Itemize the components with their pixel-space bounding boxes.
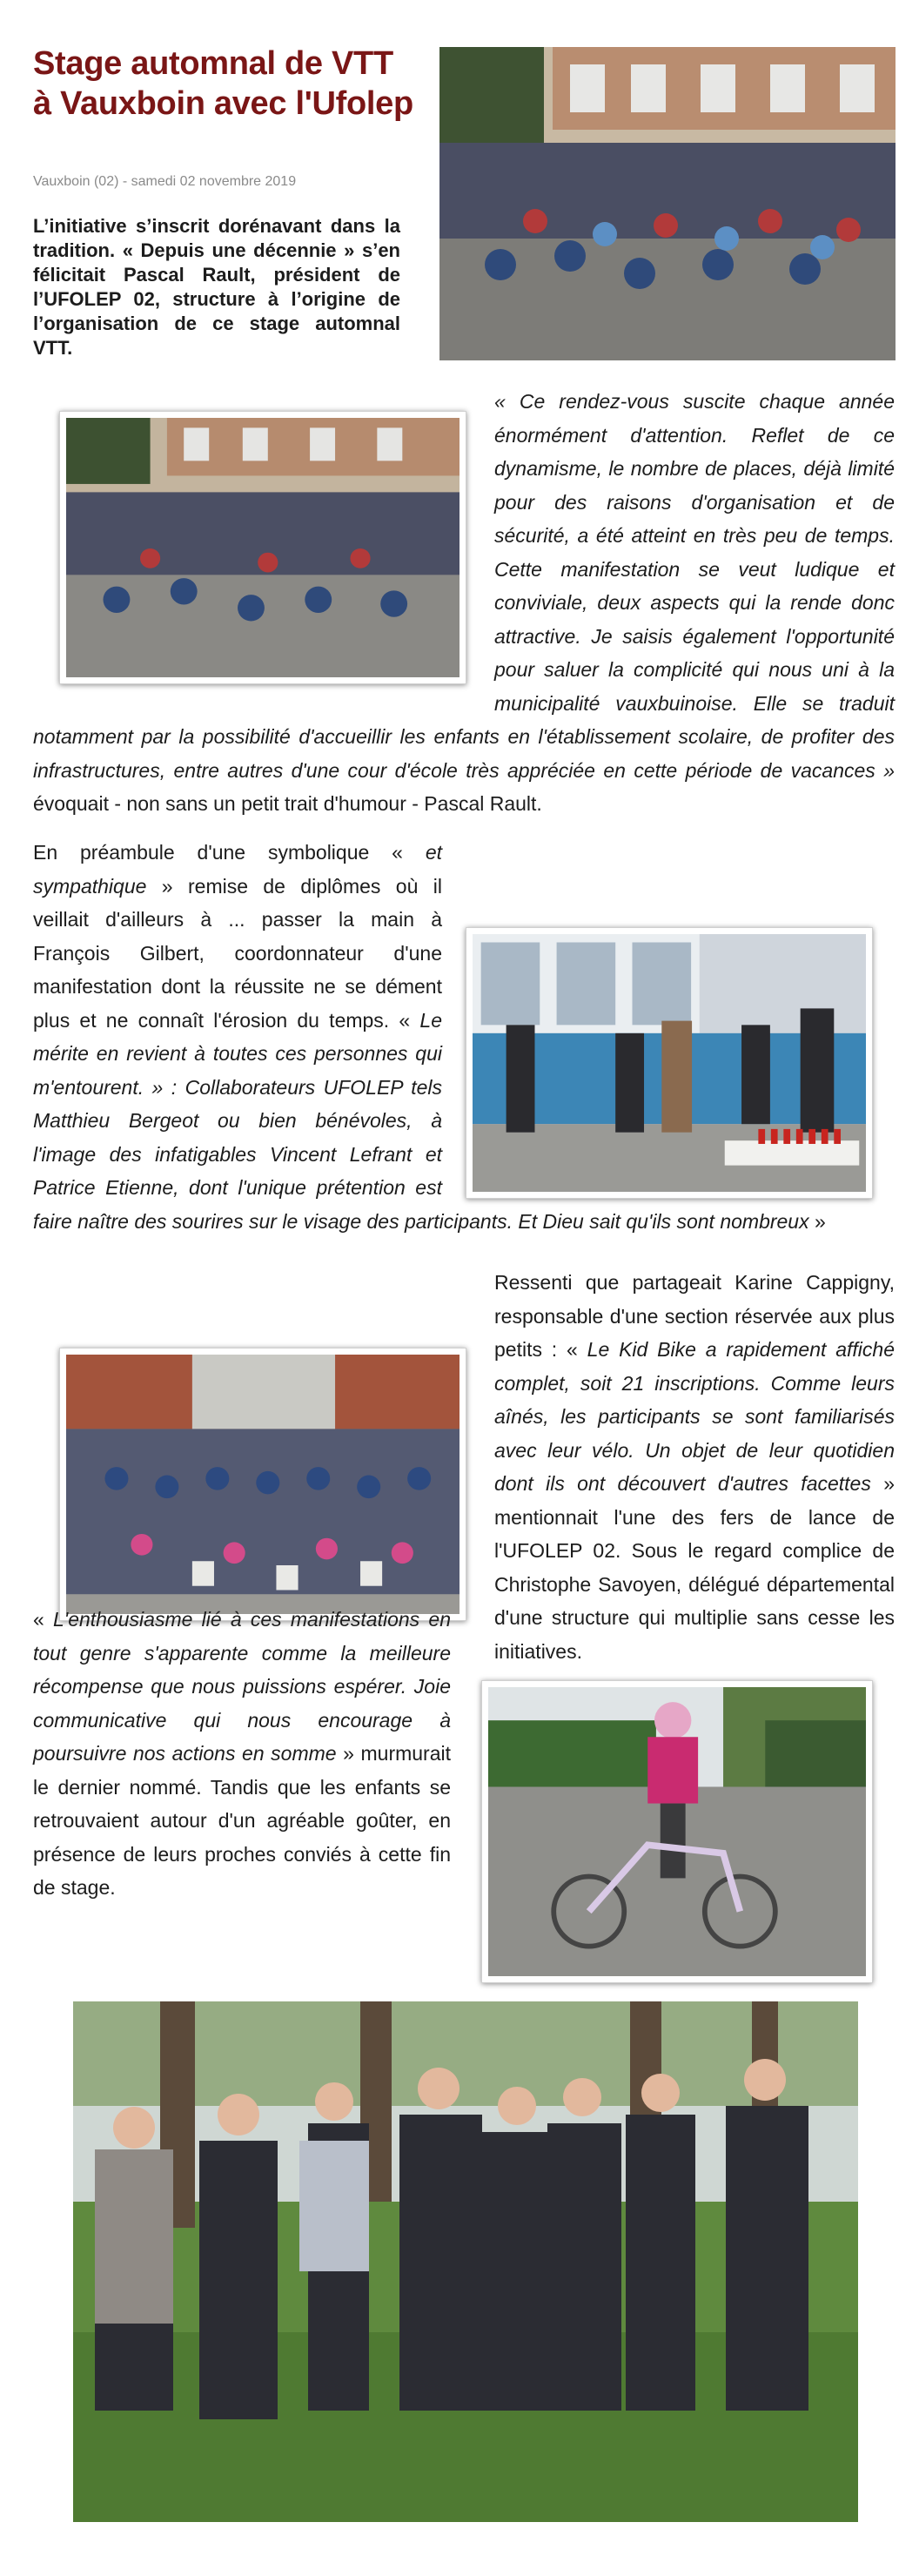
paragraph-3: Ressenti que partageait Karine Cappigny, responsable d'une section réservée aux plus petits : « Le Kid Bike a rapidement affiché complet, soit 21 inscriptions. Comme leurs aînés, les participants se sont familiarisés avec leur vélo. Un objet de leur quotidien dont ils ont découvert d'autres facettes » mentionnait l'une des fers de lance de l'UFOLEP 02. Sous le regard complice de Christophe Savoyen, délégué départemental d'une structure qui multiplie sans cesse les initiatives. [494, 1271, 895, 1663]
paragraph-1: « Ce rendez-vous suscite chaque année énormément d'attention. Reflet de ce dynamisme, le nombre de places, déjà limité pour des raisons d'organisation et de sécurité, a été atteint en très peu de temps. Cette manifestation se veut ludique et conviviale, deux aspects qui la rende donc attractive. Je saisis également l'opportunité pour saluer la complicité qui nous uni à la municipalité vauxbuinoise. Elle se traduit notamment par la possibilité d'accueillir les enfants en l'établissement scolaire, de profiter des infrastructures, entre autres d'une cour d'école très appréciée en cette période de vacances » évoquait - non sans un petit trait d'humour - Pascal Rault. [33, 390, 895, 815]
article-lead: L’initiative s’inscrit dorénavant dans la tradition. « Depuis une décennie » s’en félicitait Pascal Rault, président de l’UFOLEP 02, structure à l’origine de l’organisation de ce stage automnal VTT. [33, 215, 400, 359]
photo-adults-group [73, 2001, 858, 2522]
paragraph-2: En préambule d'une symbolique « et sympathique » remise de diplômes où il veillait d'ailleurs à ... passer la main à François Gilbert, coordonnateur d'une manifestation dont la réussite ne se dément plus et ne connaît l'érosion du temps. « Le mérite en revient à toutes ces personnes qui m'entourent. » : Collaborateurs UFOLEP tels Matthieu Bergeot ou bien bénévoles, à l'image des infatigables Vincent Lefrant et Patrice Etienne, dont l'unique prétention est faire naître des sourires sur le visage des participants. Et Dieu sait qu'ils sont nombreux » [33, 841, 826, 1233]
photo-schoolyard-top [439, 47, 896, 360]
paragraph-4: « L'enthousiasme lié à ces manifestations en tout genre s'apparente comme la meilleure récompense que nous puissions espérer. Joie communicative qui nous encourage à poursuivre nos actions en somme » murmurait le dernier nommé. Tandis que les enfants se retrouvaient autour d'un agréable goûter, en présence de leurs proches conviés à cette fin de stage. [33, 1608, 451, 1899]
article-meta: Vauxboin (02) - samedi 02 novembre 2019 [33, 174, 297, 189]
article-title: Stage automnal de VTT à Vauxboin avec l'Ufolep [33, 45, 413, 122]
